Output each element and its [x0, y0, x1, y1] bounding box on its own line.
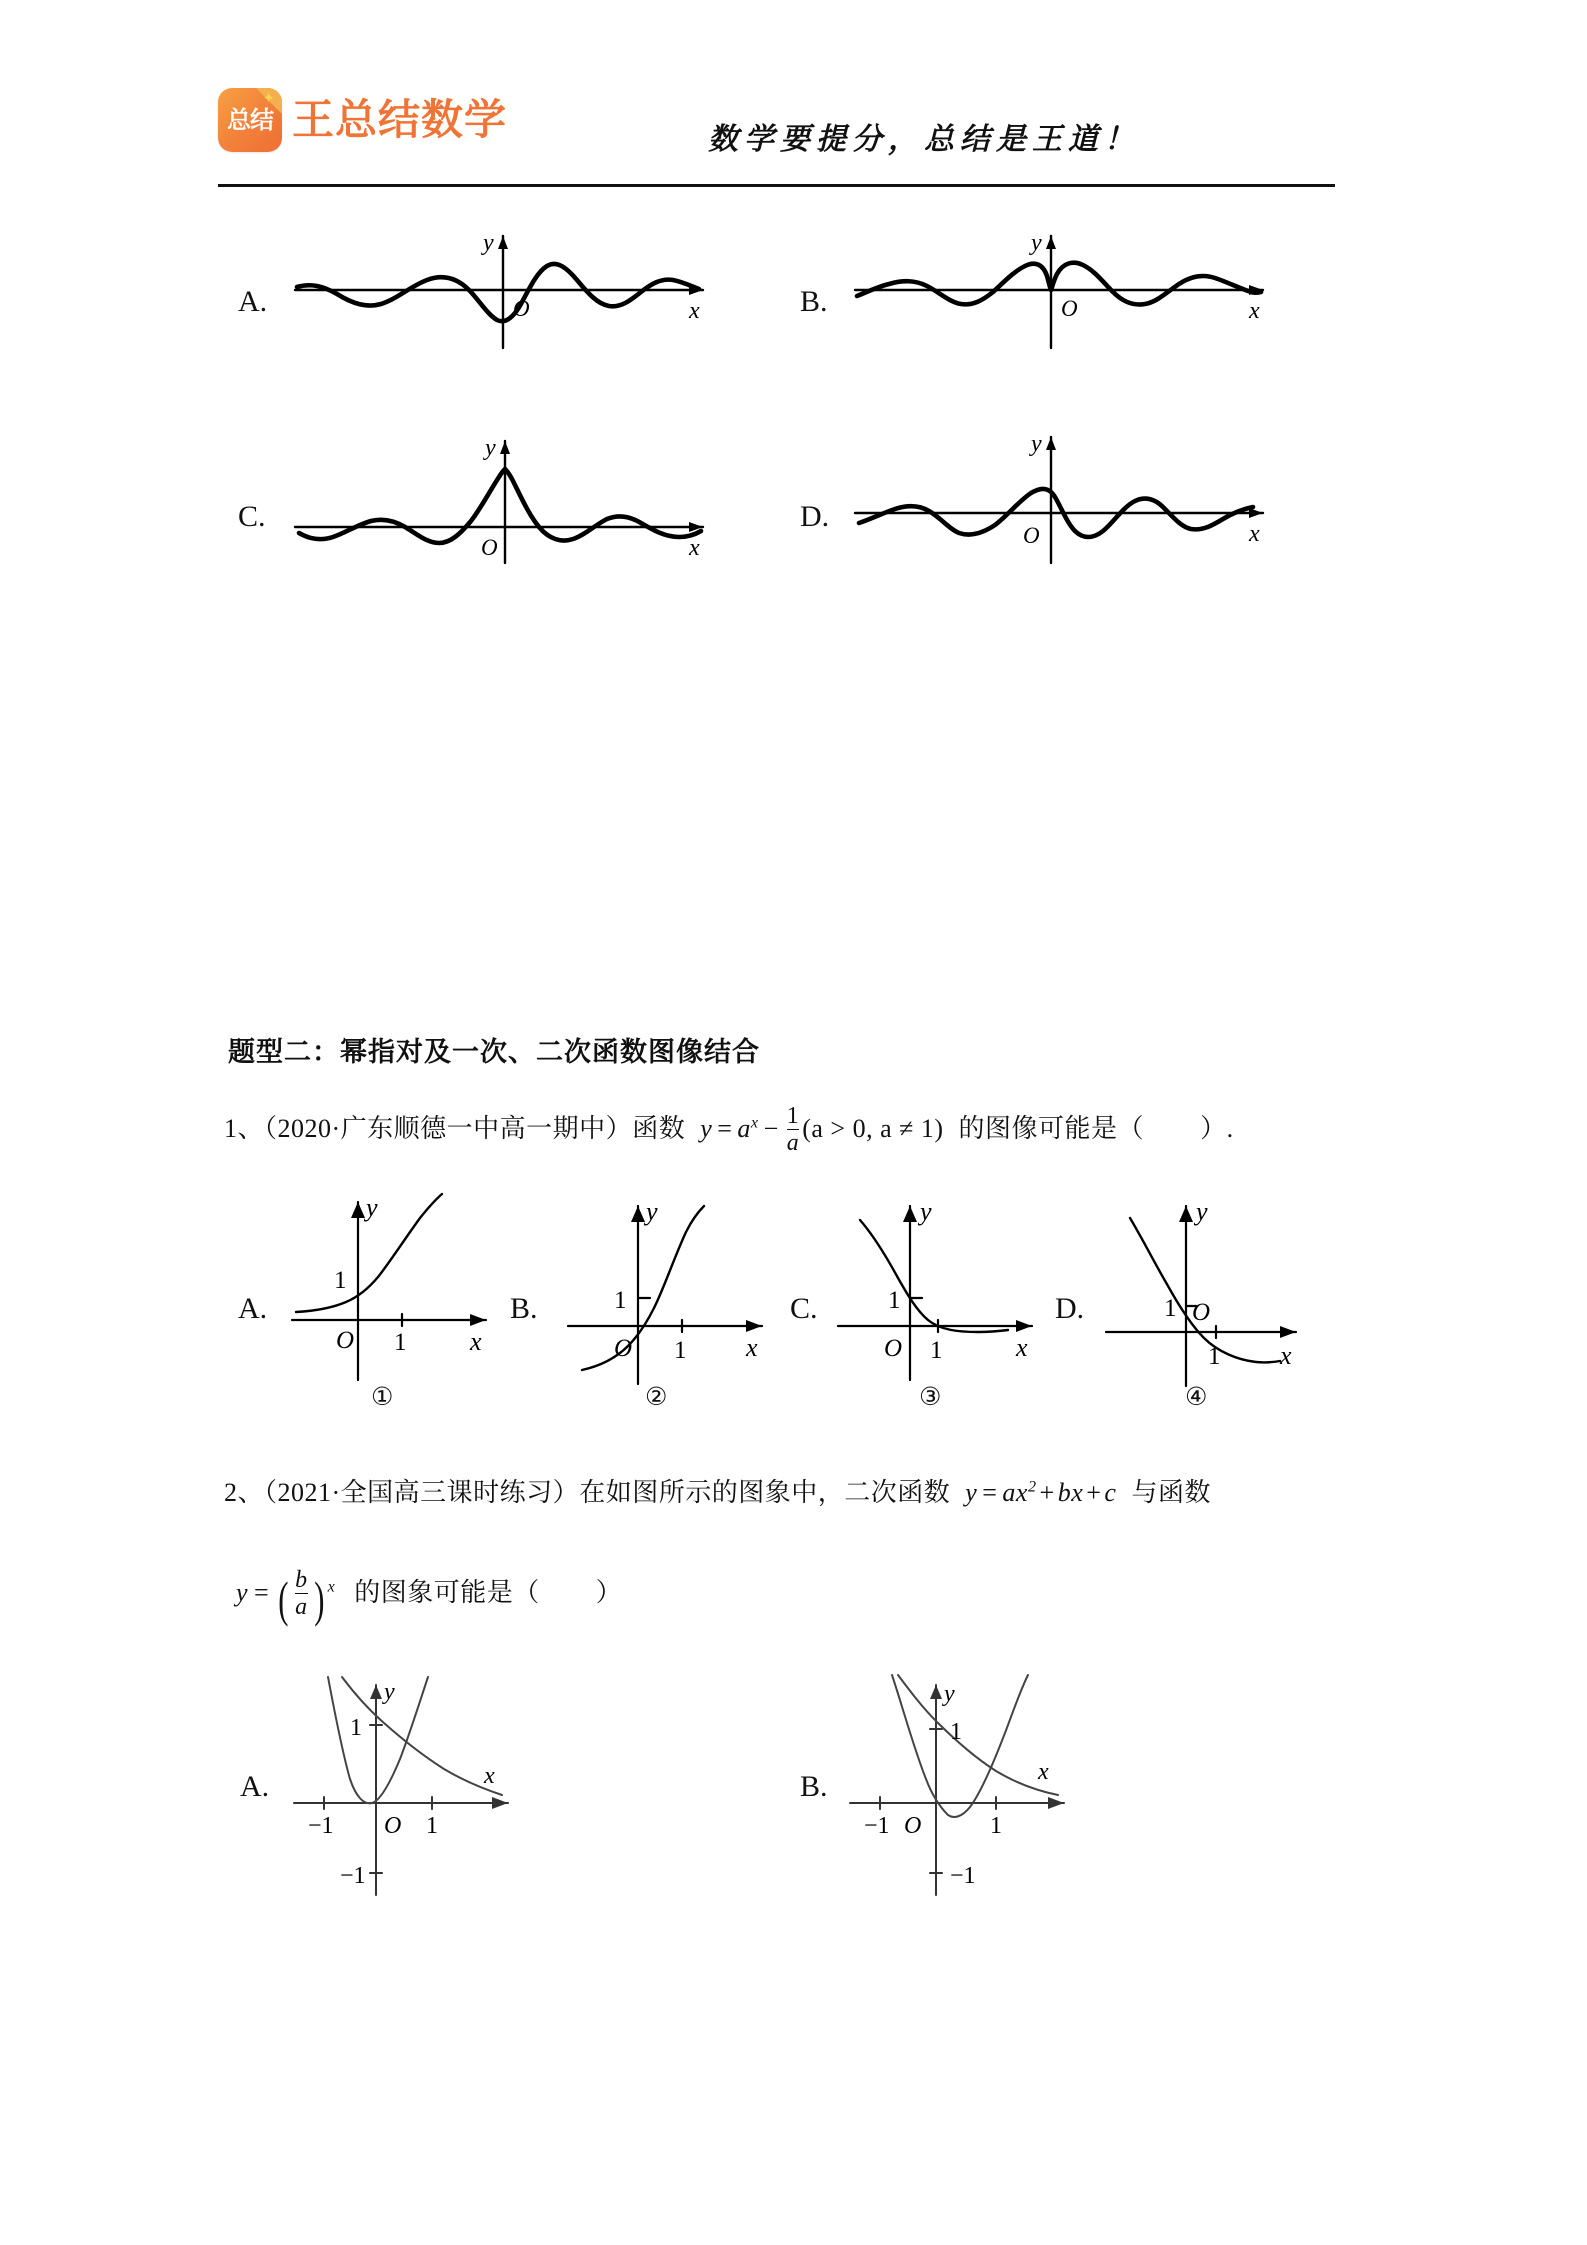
origin-label: O [1023, 523, 1040, 548]
section-heading: 题型二：幂指对及一次、二次函数图像结合 [228, 1037, 760, 1067]
x-tick-1: 1 [674, 1337, 687, 1364]
axis-label-y: y [920, 1197, 932, 1226]
top-option-label-c: C. [238, 500, 266, 533]
q2-stem-line1-a: 在如图所示的图象中，二次函数 [579, 1478, 951, 1507]
axis-label-y: y [1031, 431, 1042, 457]
q1-number: 1、 [224, 1113, 265, 1143]
q2-quad-b: b [1057, 1478, 1072, 1507]
q2-quad-x: x [1015, 1478, 1028, 1507]
question-2-stem-line1 [224, 1472, 1211, 1509]
axis-label-x: x [689, 298, 700, 324]
q2-f2-numerator: b [295, 1567, 308, 1593]
logo-badge-icon [218, 88, 282, 152]
x-tick-positive-1: 1 [426, 1813, 438, 1839]
header-tagline: 数学要提分，总结是王道！ [708, 123, 1140, 156]
q2-quadratic-formula [958, 1478, 1123, 1507]
header-divider [218, 184, 1335, 187]
q2-quad-plus1: + [1039, 1478, 1055, 1507]
q1-formula-fraction [787, 1104, 799, 1156]
q1-formula-lhs: y [700, 1113, 713, 1143]
q1-formula [693, 1103, 950, 1157]
top-option-label-b: B. [800, 285, 828, 318]
axis-label-x: x [484, 1763, 495, 1789]
q2-f2-paren-close: ) [313, 1571, 325, 1627]
q1-option-label-a: A. [238, 1292, 268, 1325]
q1-option-label-d: D. [1055, 1292, 1085, 1325]
q2-stem-line1-b: 与函数 [1131, 1478, 1211, 1507]
y-tick-negative-1: −1 [340, 1863, 366, 1889]
origin-label: O [481, 535, 498, 560]
q2-quad-eq: = [982, 1478, 998, 1507]
q1-frac-numerator: 1 [786, 1103, 800, 1129]
x-tick-positive-1: 1 [990, 1813, 1002, 1839]
q2-f2-lhs: y [236, 1577, 249, 1607]
origin-label: O [513, 296, 530, 321]
origin-label: O [384, 1813, 402, 1839]
q1-formula-exp: x [750, 1114, 759, 1132]
q2-quad-plus2: + [1086, 1478, 1102, 1507]
brand-logo [218, 88, 507, 152]
q2-quad-lhs: y [965, 1478, 978, 1507]
q1-stem-after: 的图像可能是（ [958, 1113, 1145, 1143]
axis-label-y: y [366, 1193, 378, 1222]
q2-formula2 [236, 1567, 342, 1627]
q2-option-figure-b [840, 1655, 1100, 1915]
axis-label-y: y [646, 1197, 658, 1226]
logo-badge-text: 总结 [227, 106, 273, 134]
q1-formula-eq: = [717, 1113, 733, 1143]
top-option-figure-d [845, 415, 1285, 565]
axis-label-x: x [689, 535, 700, 561]
q2-number: 2、 [224, 1478, 265, 1507]
q2-quad-x2: x [1071, 1478, 1084, 1507]
x-tick-1: 1 [1208, 1343, 1221, 1370]
q2-stem-line2-end: ） [595, 1577, 623, 1607]
x-tick-negative-1: −1 [864, 1813, 890, 1839]
top-option-figure-c [285, 415, 725, 565]
q1-stem-end: ）. [1200, 1113, 1234, 1143]
q2-option-figure-a [280, 1655, 540, 1915]
q2-quad-c: c [1104, 1478, 1117, 1507]
q2-option-label-a: A. [240, 1770, 270, 1803]
y-tick-negative-1: −1 [950, 1863, 976, 1889]
top-option-figure-b [845, 220, 1285, 350]
top-option-label-a: A. [238, 285, 268, 318]
x-tick-negative-1: −1 [308, 1813, 334, 1839]
q2-f2-exp: x [327, 1578, 336, 1596]
q2-f2-denominator: a [295, 1594, 308, 1621]
q1-formula-base: a [737, 1113, 751, 1143]
q1-option-label-b: B. [510, 1292, 538, 1325]
y-tick-1: 1 [334, 1267, 347, 1294]
x-tick-1: 1 [394, 1329, 407, 1356]
x-tick-1: 1 [930, 1337, 943, 1364]
q1-option-figure-c [832, 1180, 1062, 1390]
q2-f2-fraction [295, 1568, 307, 1620]
axis-label-y: y [485, 435, 496, 461]
axis-label-y: y [1196, 1197, 1208, 1226]
q1-option-tag-3: ③ [919, 1382, 942, 1411]
axis-label-x: x [1038, 1759, 1049, 1785]
axis-label-x: x [746, 1333, 758, 1362]
y-tick-positive-1: 1 [350, 1715, 362, 1741]
q2-f2-eq: = [254, 1577, 270, 1607]
origin-label: O [1192, 1299, 1211, 1326]
logo-spark-icon: ✦ [262, 91, 275, 107]
q1-condition: (a > 0, a ≠ 1) [802, 1113, 944, 1143]
q1-option-figure-d [1098, 1180, 1328, 1390]
origin-label: O [904, 1813, 922, 1839]
y-tick-positive-1: 1 [950, 1719, 962, 1745]
axis-label-y: y [1031, 230, 1042, 256]
axis-label-x: x [1016, 1333, 1028, 1362]
q1-frac-denominator: a [786, 1130, 800, 1157]
y-tick-1: 1 [1164, 1295, 1177, 1322]
y-tick-1: 1 [614, 1287, 627, 1314]
top-option-label-d: D. [800, 500, 830, 533]
q2-stem-line2: 的图象可能是（ [354, 1577, 540, 1607]
origin-label: O [614, 1335, 633, 1362]
origin-label: O [336, 1327, 355, 1354]
q1-stem-before: 函数 [632, 1113, 686, 1143]
top-option-figure-a [285, 220, 725, 350]
q1-formula-minus: − [763, 1113, 779, 1143]
q1-option-figure-b [556, 1180, 786, 1390]
q1-option-figure-a [280, 1180, 510, 1390]
origin-label: O [1061, 296, 1078, 321]
question-1-stem [224, 1104, 1234, 1156]
q2-f2-paren-open: ( [278, 1571, 289, 1627]
origin-label: O [884, 1335, 903, 1362]
q1-option-tag-1: ① [371, 1382, 394, 1411]
page-header [218, 88, 1335, 178]
axis-label-y: y [944, 1681, 955, 1707]
q1-option-tag-2: ② [645, 1382, 668, 1411]
logo-wordmark: 王总结数学 [292, 95, 508, 144]
q2-quad-square: 2 [1027, 1478, 1037, 1496]
q2-option-label-b: B. [800, 1770, 828, 1803]
axis-label-y: y [384, 1679, 395, 1705]
axis-label-x: x [1280, 1341, 1292, 1370]
q2-quad-a: a [1002, 1478, 1016, 1507]
axis-label-x: x [470, 1327, 482, 1356]
y-tick-1: 1 [888, 1287, 901, 1314]
q2-source: （2021·全国高三课时练习） [264, 1478, 580, 1507]
question-2-stem-line2 [236, 1568, 622, 1628]
q1-source: （2020·广东顺德一中高一期中） [264, 1113, 633, 1143]
q1-option-tag-4: ④ [1185, 1382, 1208, 1411]
axis-label-x: x [1249, 521, 1260, 547]
q1-option-label-c: C. [790, 1292, 818, 1325]
axis-label-y: y [483, 230, 494, 256]
axis-label-x: x [1249, 298, 1260, 324]
